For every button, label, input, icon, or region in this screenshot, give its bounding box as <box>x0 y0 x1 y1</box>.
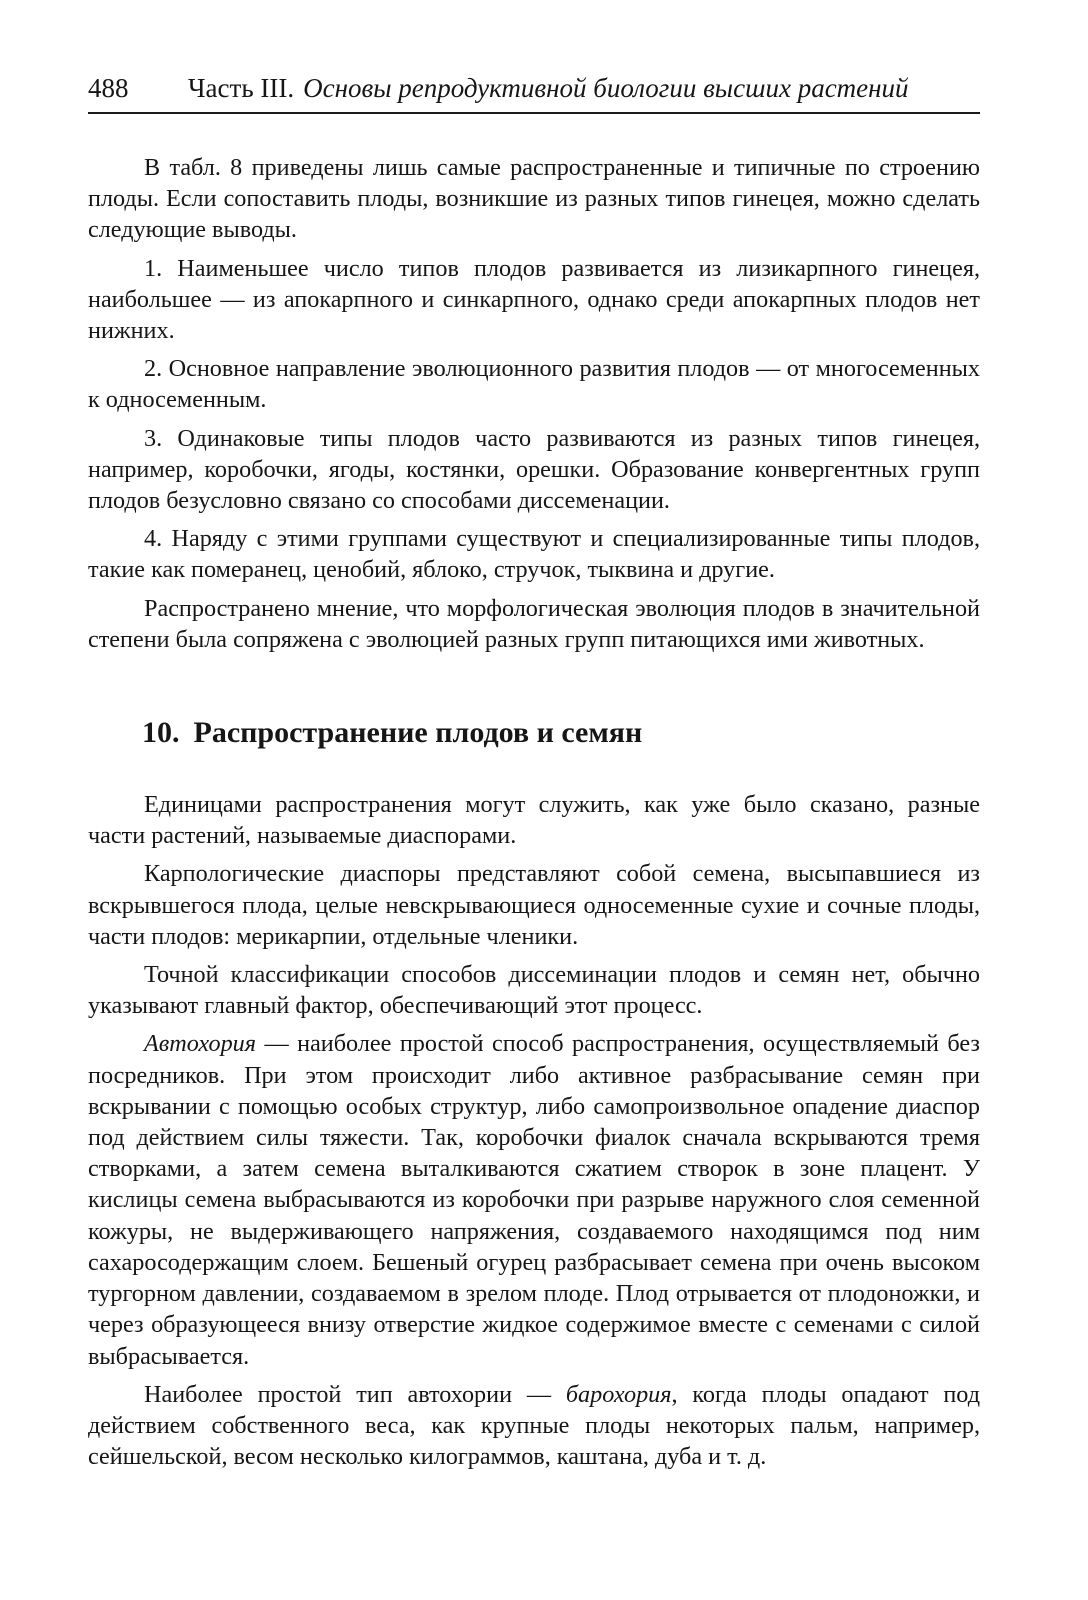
term-barochory: барохория <box>565 1380 672 1408</box>
section-title: Распространение плодов и семян <box>193 716 643 750</box>
paragraph-morphological-evolution: Распространено мнение, что морфологическая эволюция плодов в значительной степени была сопряжена с эволюцией разных групп питающихся ими животных. <box>88 594 980 653</box>
page-number: 488 <box>88 73 129 103</box>
paragraph-carpological-diaspores: Карпологические диаспоры представляют собой семена, высыпавшиеся из вскрывшегося плода, целые невскрывающиеся односеменные сухие и сочные плоды, части плодов: мерикарпии, отдельные членики. <box>88 860 980 950</box>
paragraph-conclusion-1: 1. Наименьшее число типов плодов развивается из лизикарпного гинецея, наибольшее — из апокарпного и синкарпного, однако среди апокарпных плодов нет нижних. <box>88 254 980 345</box>
section-number: 10. <box>142 716 180 750</box>
paragraph-diaspores: Единицами распространения могут служить, как уже было сказано, разные части растений, называемые диаспорами. <box>88 791 980 850</box>
part-title: Основы репродуктивной биологии высших растений <box>303 73 909 103</box>
paragraph-autochory <box>88 1028 980 1371</box>
paragraph-barochory <box>88 1379 980 1473</box>
part-label: Часть III. <box>188 73 295 103</box>
autochory-description: — наиболее простой способ распространения, осуществляемый без посредников. При этом происходит либо активное разбрасывание семян при вскрывании с помощью особых структур, либо самопроизвольное опадение диаспор под действием силы тяжести. Так, коробочки фиалок сначала вскрываются тремя створками, а затем семена выталкиваются сжатием створок в зоне плацент. У кислицы семена выбрасываются из коробочки при разрыве наружного слоя семенной кожуры, не выдерживающего напряжения, создаваемого находящимся под ним сахаросодержащим слоем. Бешеный огурец разбрасывает семена при очень высоком тургорном давлении, создаваемом в зрелом плоде. Плод отрывается от плодоножки, и через образующееся внизу отверстие жидкое содержимое вместе с семенами с силой выбрасывается. <box>88 1030 980 1370</box>
section-heading <box>142 713 980 753</box>
running-header <box>88 68 980 114</box>
term-autochory: Автохория <box>144 1030 257 1058</box>
paragraph-conclusion-3: 3. Одинаковые типы плодов часто развиваются из разных типов гинецея, например, коробочки, ягоды, костянки, орешки. Образование конвергентных групп плодов безусловно связано со способами диссеменации. <box>88 424 980 515</box>
book-page <box>88 68 980 1479</box>
barochory-description: , когда плоды опадают под действием собственного веса, как крупные плоды некоторых пальм, например, сейшельской, весом несколько килограммов, каштана, дуба и т. д. <box>88 1380 981 1471</box>
barochory-intro: Наиболее простой тип автохории — <box>144 1380 566 1408</box>
body-text <box>88 152 980 1472</box>
paragraph-table-summary: В табл. 8 приведены лишь самые распространенные и типичные по строению плоды. Если сопоставить плоды, возникшие из разных типов гинецея, можно сделать следующие выводы. <box>88 154 980 244</box>
paragraph-conclusion-2: 2. Основное направление эволюционного развития плодов — от многосеменных к односеменным. <box>88 355 980 414</box>
paragraph-conclusion-4: 4. Наряду с этими группами существуют и специализированные типы плодов, такие как померанец, ценобий, яблоко, стручок, тыквина и другие. <box>88 525 980 584</box>
paragraph-classification: Точной классификации способов диссеминации плодов и семян нет, обычно указывают главный фактор, обеспечивающий этот процесс. <box>88 961 980 1020</box>
